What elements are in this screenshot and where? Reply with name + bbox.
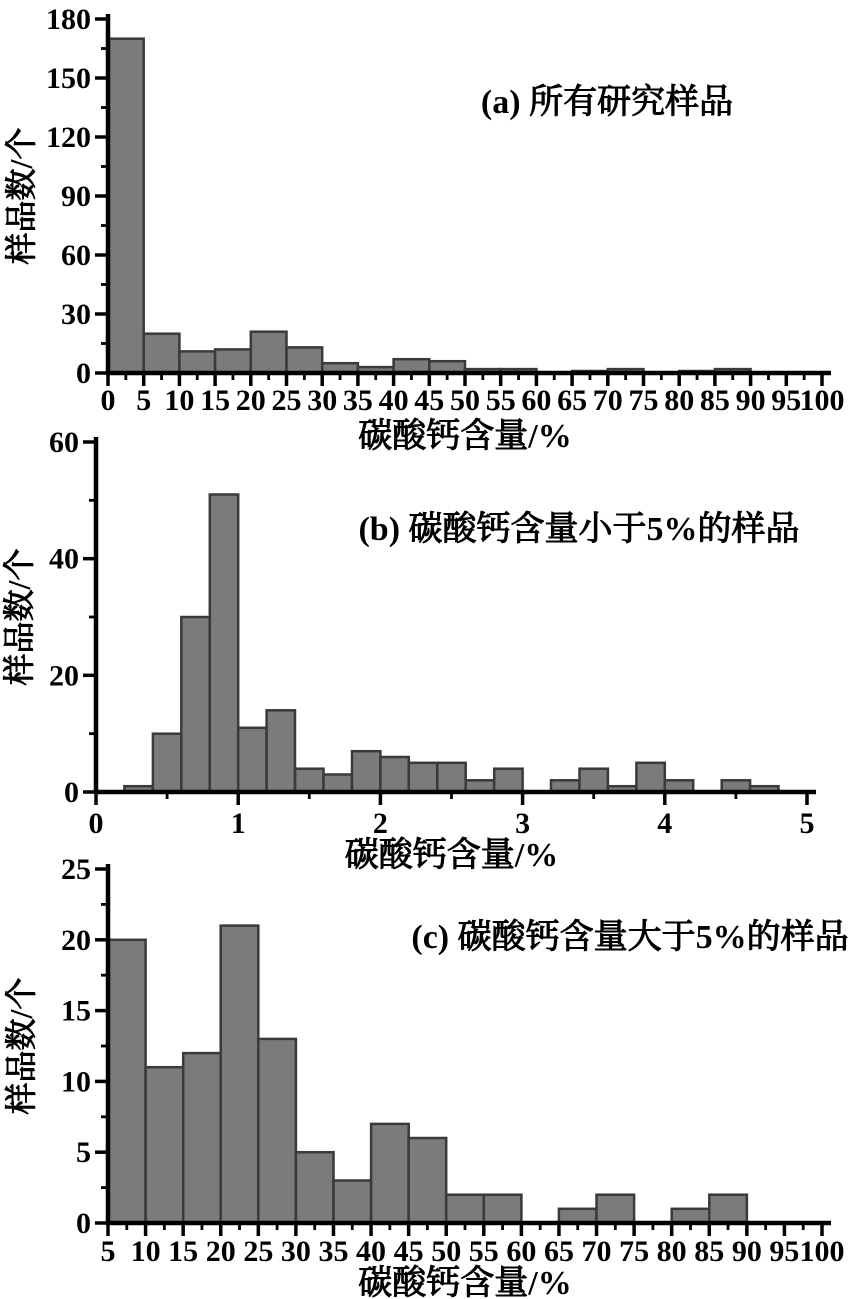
bar-a-15	[215, 349, 251, 373]
bar-a-10	[179, 351, 215, 373]
y-tick-label-a-90: 90	[61, 180, 91, 213]
y-tick-label-c-15: 15	[61, 994, 91, 1028]
bar-c-5	[108, 940, 146, 1223]
bar-c-55	[484, 1195, 522, 1223]
bar-c-15	[183, 1053, 221, 1223]
panel-title-c: (c) 碳酸钙含量大于5%的样品	[411, 919, 849, 956]
bar-b-1.2	[267, 710, 295, 792]
x-tick-label-c-95: 95	[769, 1235, 800, 1268]
x-tick-label-a-20: 20	[235, 384, 266, 417]
bar-a-5	[144, 334, 180, 373]
x-tick-label-a-30: 30	[307, 384, 338, 417]
x-tick-label-c-30: 30	[280, 1235, 311, 1268]
bar-c-50	[446, 1195, 484, 1223]
x-tick-label-b-4: 4	[657, 807, 673, 840]
y-tick-label-c-5: 5	[76, 1136, 91, 1170]
bar-a-20	[251, 332, 287, 373]
y-tick-label-a-60: 60	[61, 239, 91, 272]
x-tick-label-a-80: 80	[664, 384, 695, 417]
x-tick-label-c-40: 40	[356, 1235, 387, 1268]
panel-b	[1, 426, 816, 874]
bar-b-2.8	[494, 769, 522, 792]
x-tick-label-c-5: 5	[100, 1235, 116, 1268]
y-tick-label-c-25: 25	[61, 853, 91, 886]
x-tick-label-a-75: 75	[628, 384, 659, 417]
x-tick-label-a-35: 35	[342, 384, 373, 417]
x-tick-label-c-10: 10	[130, 1235, 161, 1268]
x-tick-label-a-60: 60	[521, 384, 552, 417]
x-tick-label-a-50: 50	[450, 384, 480, 417]
x-tick-label-c-100: 100	[799, 1235, 845, 1268]
bar-a-25	[287, 347, 323, 373]
bar-b-2.2	[409, 763, 437, 792]
y-tick-label-c-20: 20	[61, 923, 91, 957]
y-tick-label-a-0: 0	[76, 357, 91, 390]
bar-c-10	[146, 1067, 184, 1223]
x-tick-label-c-45: 45	[393, 1235, 424, 1268]
x-tick-label-a-95: 95	[771, 384, 802, 417]
bar-c-45	[409, 1138, 447, 1223]
x-tick-label-a-55: 55	[485, 384, 516, 417]
x-tick-label-a-85: 85	[699, 384, 730, 417]
x-tick-label-b-3: 3	[515, 807, 531, 840]
x-tick-label-a-65: 65	[557, 384, 588, 417]
panel-title-a: (a) 所有研究样品	[480, 84, 734, 121]
bar-b-2	[380, 757, 408, 792]
x-tick-label-a-40: 40	[378, 384, 409, 417]
x-tick-label-b-0: 0	[88, 807, 104, 840]
x-axis-title-a: 碳酸钙含量/%	[358, 418, 572, 455]
bar-b-1.4	[295, 769, 323, 792]
bar-c-70	[597, 1195, 635, 1223]
x-tick-label-c-20: 20	[205, 1235, 236, 1268]
y-axis-title-a: 样品数/个	[3, 127, 39, 265]
y-axis-title-c: 样品数/个	[3, 977, 39, 1115]
bar-b-1.6	[324, 775, 352, 793]
x-tick-label-a-15: 15	[200, 384, 231, 417]
x-tick-label-b-1: 1	[230, 807, 246, 840]
x-tick-label-a-100: 100	[799, 384, 845, 417]
x-tick-label-c-90: 90	[731, 1235, 762, 1268]
y-tick-label-b-40: 40	[49, 542, 79, 576]
bar-b-3.8	[636, 763, 664, 792]
y-tick-label-a-120: 120	[46, 121, 91, 154]
y-tick-label-c-0: 0	[76, 1207, 91, 1240]
x-tick-label-c-15: 15	[168, 1235, 199, 1268]
x-tick-label-c-25: 25	[243, 1235, 274, 1268]
y-tick-label-b-20: 20	[49, 659, 79, 693]
x-axis-title-c: 碳酸钙含量/%	[358, 1265, 572, 1299]
bar-b-1.8	[352, 751, 380, 792]
y-tick-label-b-60: 60	[49, 426, 79, 459]
y-tick-label-c-10: 10	[61, 1065, 91, 1099]
bar-b-3.4	[580, 769, 608, 792]
bar-b-1	[238, 728, 266, 792]
panel-title-b: (b) 碳酸钙含量小于5%的样品	[358, 511, 800, 548]
bar-c-25	[258, 1039, 296, 1223]
x-tick-label-c-70: 70	[581, 1235, 612, 1268]
panel-c	[3, 853, 849, 1299]
y-tick-label-a-180: 180	[46, 3, 91, 36]
x-tick-label-c-65: 65	[543, 1235, 574, 1268]
x-tick-label-c-50: 50	[431, 1235, 462, 1268]
bar-c-40	[371, 1124, 409, 1223]
bar-c-30	[296, 1152, 334, 1223]
y-tick-label-b-0: 0	[64, 776, 79, 809]
x-tick-label-c-60: 60	[506, 1235, 537, 1268]
x-tick-label-c-80: 80	[656, 1235, 687, 1268]
bar-c-20	[221, 926, 259, 1223]
x-tick-label-c-55: 55	[468, 1235, 499, 1268]
x-tick-label-c-35: 35	[318, 1235, 349, 1268]
x-axis-title-b: 碳酸钙含量/%	[344, 837, 559, 874]
x-tick-label-a-90: 90	[735, 384, 766, 417]
x-tick-label-a-5: 5	[136, 384, 152, 417]
bar-b-0.8	[210, 495, 238, 793]
x-tick-label-a-10: 10	[164, 384, 195, 417]
x-tick-label-a-70: 70	[592, 384, 623, 417]
panel-a	[3, 3, 845, 455]
x-tick-label-a-25: 25	[271, 384, 302, 417]
bar-b-0.6	[181, 617, 209, 792]
y-tick-label-a-30: 30	[61, 298, 91, 331]
y-axis-title-b: 样品数/个	[1, 548, 37, 686]
y-tick-label-a-150: 150	[46, 62, 91, 95]
x-tick-label-c-75: 75	[619, 1235, 650, 1268]
x-tick-label-c-85: 85	[694, 1235, 725, 1268]
bars-c	[108, 926, 747, 1223]
bar-b-2.4	[437, 763, 465, 792]
x-tick-label-b-2: 2	[372, 807, 388, 840]
x-tick-label-a-45: 45	[414, 384, 445, 417]
x-tick-label-b-5: 5	[799, 807, 815, 840]
x-tick-label-a-0: 0	[100, 384, 116, 417]
bar-c-35	[334, 1181, 372, 1224]
bar-a-0	[108, 39, 144, 373]
bar-b-0.4	[153, 734, 181, 792]
bar-c-85	[709, 1195, 747, 1223]
